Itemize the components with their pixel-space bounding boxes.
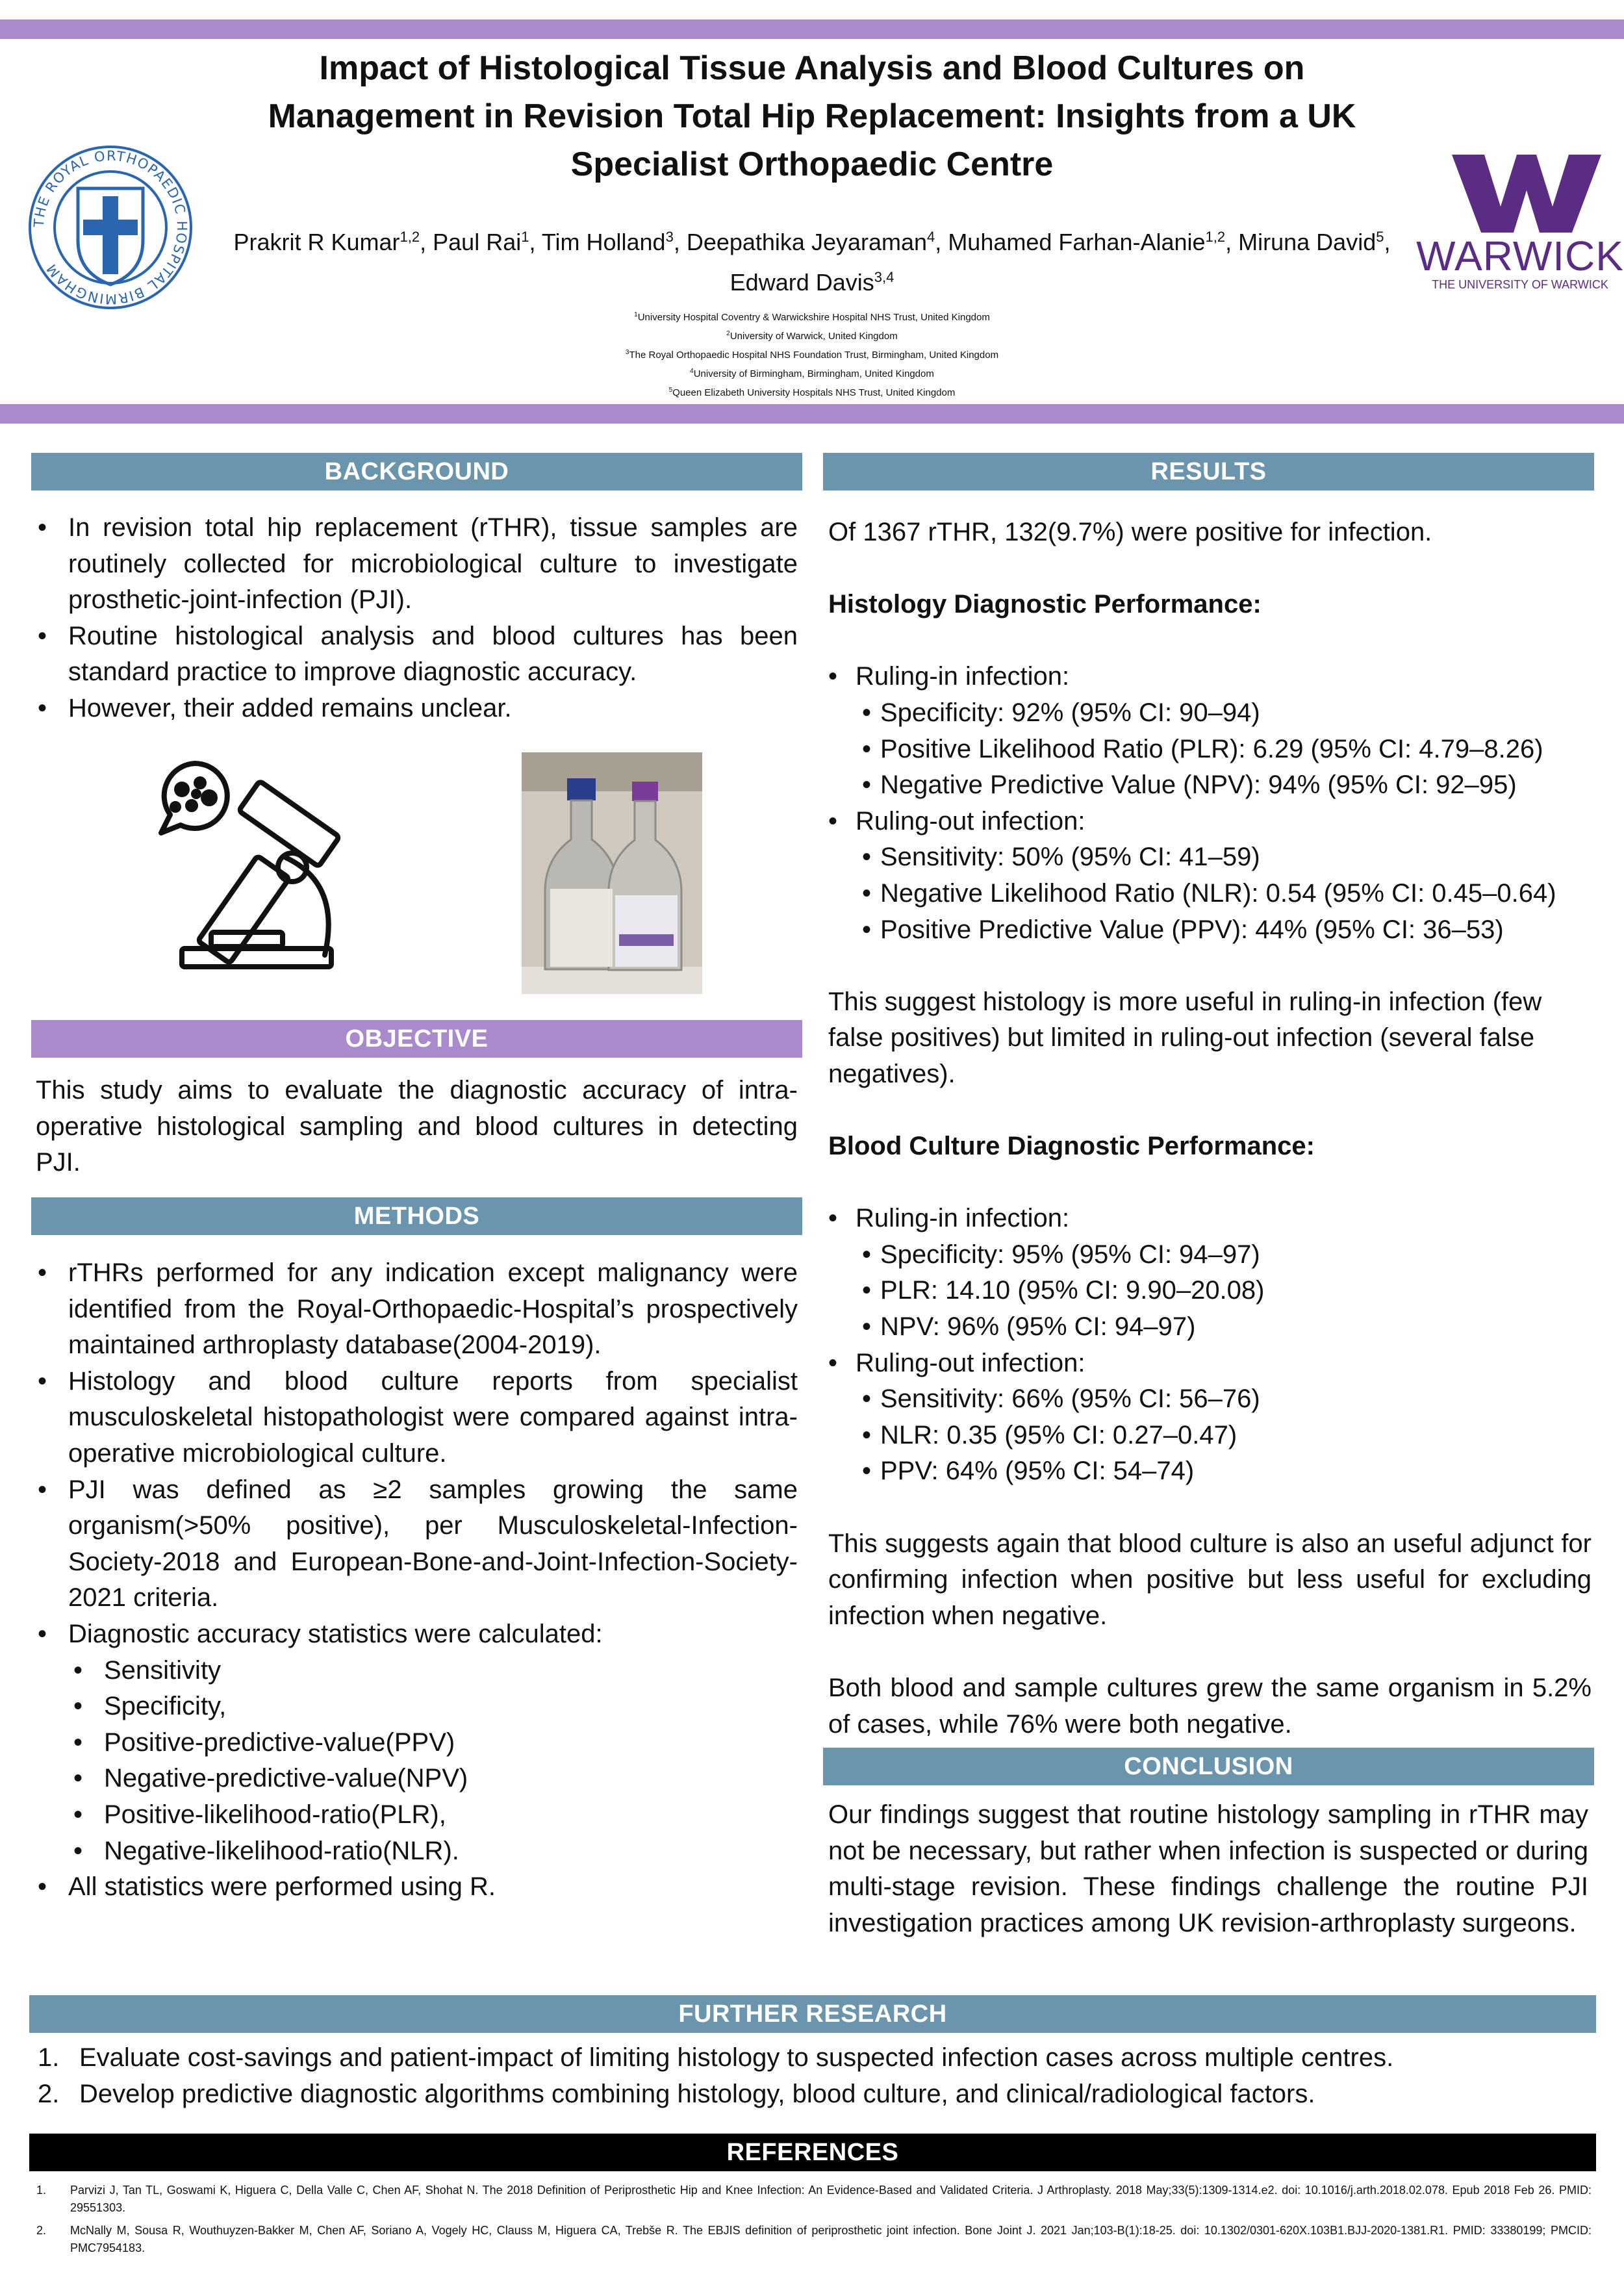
methods-stat-item: • Negative-likelihood-ratio(NLR). — [68, 1833, 798, 1870]
both-cultures-text: Both blood and sample cultures grew the same organism in 5.2% of cases, while 76% were both negative. — [828, 1674, 1592, 1739]
author-name: Prakrit R Kumar — [233, 229, 400, 255]
histology-rule-out-item: • Negative Likelihood Ratio (NLR): 0.54 (95% CI: 0.45–0.64) — [856, 876, 1592, 912]
item-text: Evaluate cost-savings and patient-impact of limiting histology to suspected infection cases across multiple centres. — [79, 2043, 1394, 2072]
affiliation-text: Queen Elizabeth University Hospitals NHS Trust, United Kingdom — [672, 387, 956, 398]
reference-text: Parvizi J, Tan TL, Goswami K, Higuera C, Della Valle C, Chen AF, Shohat N. The 2018 Definition of Periprosthetic Hip and Knee Infection: An Evidence-Based and Validated Criteria. J Arthroplasty. 2018 May;33(5):1309-1314.e2. doi: 10.1016/j.arth.2018.02.078. Epub 2018 Feb 26. PMID: 29551303. — [70, 2184, 1592, 2214]
methods-stat-item: • Negative-predictive-value(NPV) — [68, 1761, 798, 1797]
blood-rule-out-item: • PPV: 64% (95% CI: 54–74) — [856, 1453, 1592, 1490]
author-affiliation-marker: 1,2 — [1205, 229, 1226, 245]
affiliation-line — [390, 325, 1234, 344]
author-affiliation-marker: 3 — [665, 229, 674, 245]
author-separator: , — [673, 229, 687, 255]
affiliation-list — [390, 307, 1234, 401]
author-affiliation-marker: 1 — [521, 229, 529, 245]
histology-rule-in-item: • Positive Likelihood Ratio (PLR): 6.29 (95% CI: 4.79–8.26) — [856, 732, 1592, 768]
reference-number: 2. — [36, 2224, 47, 2237]
background-bullet: • However, their added remains unclear. — [32, 691, 798, 727]
affiliation-marker: 5 — [668, 387, 673, 394]
methods-bullet: • Histology and blood culture reports from specialist musculoskeletal histopathologist were compared against intra-operative microbiological culture. — [32, 1364, 798, 1472]
blood-culture-bottles-photo — [522, 752, 702, 994]
title-line-2: Management in Revision Total Hip Replacement: Insights from a UK — [268, 97, 1356, 135]
further-research-heading: FURTHER RESEARCH — [29, 1995, 1596, 2033]
background-bullet: • In revision total hip replacement (rTHR), tissue samples are routinely collected for microbiological culture to investigate prosthetic-joint-infection (PJI). — [32, 510, 798, 619]
histology-rule-out-label: Ruling-out infection: — [856, 806, 1085, 835]
histology-rule-out-item: • Positive Predictive Value (PPV): 44% (95% CI: 36–53) — [856, 912, 1592, 949]
methods-bullet: • rTHRs performed for any indication except malignancy were identified from the Royal-Orthopaedic-Hospital’s prospectively maintained arthroplasty database(2004-2019). — [32, 1255, 798, 1364]
reference-item — [32, 2182, 1592, 2217]
references-heading: REFERENCES — [29, 2134, 1596, 2171]
conclusion-heading: CONCLUSION — [823, 1748, 1594, 1785]
results-intro: Of 1367 rTHR, 132(9.7%) were positive for infection. — [828, 518, 1432, 546]
author-separator: , — [420, 229, 433, 255]
affiliation-marker: 4 — [690, 368, 694, 375]
affiliation-marker: 1 — [634, 311, 638, 318]
methods-stat-item: • Positive-predictive-value(PPV) — [68, 1725, 798, 1761]
reference-item — [32, 2222, 1592, 2257]
author-name: Paul Rai — [433, 229, 522, 255]
blood-rule-in-item: • NPV: 96% (95% CI: 94–97) — [856, 1309, 1592, 1346]
author-list — [214, 220, 1410, 300]
author-name: Muhamed Farhan-Alanie — [948, 229, 1206, 255]
author-name: Deepathika Jeyaraman — [686, 229, 928, 255]
methods-bullet: • All statistics were performed using R. — [32, 1869, 798, 1906]
author-affiliation-marker: 1,2 — [400, 229, 420, 245]
affiliation-text: The Royal Orthopaedic Hospital NHS Foundation Trust, Birmingham, United Kingdom — [629, 350, 999, 361]
blood-rule-in-label: Ruling-in infection: — [856, 1204, 1070, 1233]
item-number: 2. — [38, 2079, 60, 2108]
author-separator: , — [1225, 229, 1239, 255]
poster-title — [214, 44, 1410, 188]
further-research-item — [32, 2040, 1592, 2076]
author-separator: , — [935, 229, 948, 255]
affiliation-line — [390, 363, 1234, 382]
reference-number: 1. — [36, 2184, 47, 2197]
author-name: Miruna David — [1238, 229, 1377, 255]
affiliation-text: University of Warwick, United Kingdom — [730, 331, 898, 342]
background-heading: BACKGROUND — [31, 453, 802, 491]
royal-orthopaedic-hospital-logo — [26, 143, 195, 312]
bottom-stripe — [0, 404, 1624, 424]
affiliation-marker: 3 — [625, 349, 629, 356]
methods-stat-item: • Sensitivity — [68, 1653, 798, 1689]
warwick-subtitle: THE UNIVERSITY OF WARWICK — [1432, 278, 1608, 291]
affiliation-line — [390, 344, 1234, 363]
affiliation-text: University of Birmingham, Birmingham, United Kingdom — [693, 368, 934, 379]
blood-rule-out — [823, 1346, 1592, 1490]
methods-stat-item: • Specificity, — [68, 1689, 798, 1725]
histology-rule-in — [823, 659, 1592, 803]
roh-logo-ring-text: THE ROYAL ORTHOPAEDIC HOSPITAL BIRMINGHAM — [31, 147, 190, 307]
affiliation-marker: 2 — [726, 330, 730, 337]
author-affiliation-marker: 3,4 — [874, 269, 894, 285]
background-section — [32, 510, 798, 727]
blood-rule-out-item: • Sensitivity: 66% (95% CI: 56–76) — [856, 1381, 1592, 1418]
item-text: Develop predictive diagnostic algorithms combining histology, blood culture, and clinical/radiological factors. — [79, 2079, 1315, 2108]
author-name: Tim Holland — [541, 229, 666, 255]
further-research-list — [32, 2040, 1592, 2112]
objective-text: This study aims to evaluate the diagnostic accuracy of intra-operative histological sampling and blood cultures in detecting PJI. — [36, 1076, 798, 1177]
methods-bullet: • PJI was defined as ≥2 samples growing the same organism(>50% positive), per Musculoskeletal-Infection-Society-2018 and European-Bone-and-Joint-Infection-Society-2021 criteria. — [32, 1472, 798, 1616]
affiliation-line — [390, 382, 1234, 401]
blood-rule-out-item: • NLR: 0.35 (95% CI: 0.27–0.47) — [856, 1418, 1592, 1454]
author-affiliation-marker: 4 — [927, 229, 935, 245]
top-stripe — [0, 19, 1624, 39]
methods-stats-intro: Diagnostic accuracy statistics were calculated: — [68, 1619, 603, 1648]
title-line-1: Impact of Histological Tissue Analysis and Blood Cultures on — [319, 49, 1305, 87]
histology-rule-in-label: Ruling-in infection: — [856, 662, 1070, 691]
histology-rule-out — [823, 804, 1592, 948]
blood-rule-in-item: • Specificity: 95% (95% CI: 94–97) — [856, 1237, 1592, 1273]
warwick-wordmark: WARWICK — [1416, 233, 1624, 279]
affiliation-line — [390, 307, 1234, 325]
author-name: Edward Davis — [730, 269, 874, 296]
histology-rule-in-item: • Specificity: 92% (95% CI: 90–94) — [856, 695, 1592, 732]
references-list — [32, 2182, 1592, 2262]
blood-rule-out-label: Ruling-out infection: — [856, 1348, 1085, 1377]
histology-rule-out-item: • Sensitivity: 50% (95% CI: 41–59) — [856, 839, 1592, 876]
item-number: 1. — [38, 2043, 60, 2072]
blood-rule-in-item: • PLR: 14.10 (95% CI: 9.90–20.08) — [856, 1273, 1592, 1309]
histology-title: Histology Diagnostic Performance: — [828, 590, 1262, 619]
objective-heading: OBJECTIVE — [31, 1020, 802, 1058]
blood-culture-title: Blood Culture Diagnostic Performance: — [828, 1132, 1315, 1161]
author-separator: , — [529, 229, 542, 255]
conclusion-text: Our findings suggest that routine histology sampling in rTHR may not be necessary, but rather when infection is suspected or during multi-stage revision. These findings challenge the routine PJI investigation practices among UK revision-arthroplasty surgeons. — [828, 1800, 1588, 1937]
further-research-item — [32, 2076, 1592, 2113]
affiliation-text: University Hospital Coventry & Warwickshire Hospital NHS Trust, United Kingdom — [637, 312, 990, 323]
methods-bullet — [32, 1616, 798, 1869]
methods-heading: METHODS — [31, 1197, 802, 1235]
blood-culture-summary: This suggests again that blood culture is also an useful adjunct for confirming infection when positive but less useful for excluding infection when negative. — [828, 1529, 1592, 1630]
methods-stat-item: • Positive-likelihood-ratio(PLR), — [68, 1797, 798, 1833]
results-section — [828, 515, 1592, 1742]
background-bullet: • Routine histological analysis and blood cultures has been standard practice to improve diagnostic accuracy. — [32, 619, 798, 691]
title-line-3: Specialist Orthopaedic Centre — [570, 146, 1054, 183]
warwick-logo — [1416, 155, 1624, 298]
author-affiliation-marker: 5 — [1376, 229, 1384, 245]
methods-section — [32, 1255, 798, 1906]
author-separator: , — [1384, 229, 1391, 255]
histology-rule-in-item: • Negative Predictive Value (NPV): 94% (95% CI: 92–95) — [856, 767, 1592, 804]
blood-rule-in — [823, 1201, 1592, 1345]
reference-text: McNally M, Sousa R, Wouthuyzen-Bakker M, Chen AF, Soriano A, Vogely HC, Clauss M, Higuera CA, Trebše R. The EBJIS definition of periprosthetic joint infection. Bone Joint J. 2021 Jan;103-B(1):18-25. doi: 10.1302/0301-620X.103B1.BJJ-2020-1381.R1. PMID: 33380199; PMCID: PMC7954183. — [70, 2224, 1592, 2254]
microscope-icon — [156, 760, 377, 981]
histology-summary: This suggest histology is more useful in ruling-in infection (few false positives) but limited in ruling-out infection (several false negatives). — [828, 987, 1542, 1088]
results-heading: RESULTS — [823, 453, 1594, 491]
